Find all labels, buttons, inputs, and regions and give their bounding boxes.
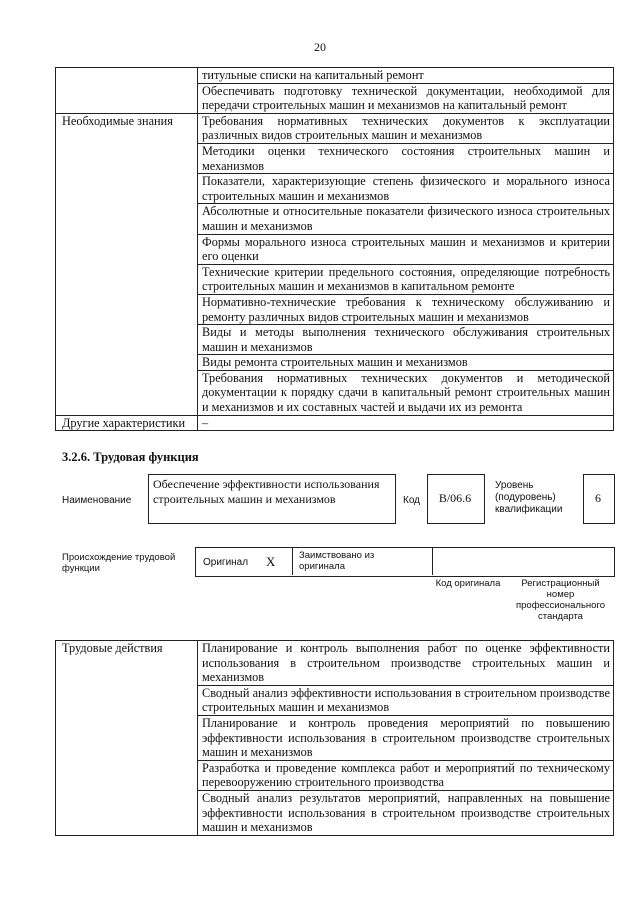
list-item: Методики оценки технического состояния строительных машин и механизмов	[198, 143, 614, 173]
list-item: Требования нормативных технических документов к эксплуатации различных видов строительных машин и механизмов	[198, 113, 614, 143]
labor-actions-table	[55, 640, 614, 836]
table-row	[56, 68, 614, 84]
list-item: Виды и методы выполнения технического обслуживания строительных машин и механизмов	[198, 325, 614, 355]
table-row	[56, 641, 614, 686]
table-row	[56, 113, 614, 143]
table-row	[56, 415, 614, 431]
list-item: Сводный анализ результатов мероприятий, направленных на повышение эффективности использования в строительном производстве строительных машин и механизмов	[198, 790, 614, 835]
list-item: Обеспечивать подготовку технической документации, необходимой для передачи строительных машин и механизмов на капитальный ремонт	[198, 83, 614, 113]
section-title: 3.2.6. Трудовая функция	[62, 450, 199, 464]
row-label-actions: Трудовые действия	[56, 641, 198, 836]
list-item: Показатели, характеризующие степень физического и морального износа строительных машин и механизмов	[198, 174, 614, 204]
reg-caption: Регистрационный номер профессионального стандарта	[516, 578, 605, 622]
page-number: 20	[314, 40, 326, 54]
list-item: –	[198, 415, 614, 431]
borrowed-label: Заимствовано из оригинала	[299, 550, 375, 572]
list-item: Формы морального износа строительных машин и механизмов и критерии его оценки	[198, 234, 614, 264]
list-item: Планирование и контроль проведения мероприятий по повышению эффективности использования в строительном производстве строительных машин и механизмов	[198, 715, 614, 760]
list-item: титульные списки на капитальный ремонт	[198, 68, 614, 84]
row-label-knowledge: Необходимые знания	[56, 113, 198, 415]
list-item: Требования нормативных технических документов и методической документации к порядку сдачи в капитальный ремонт строительных машин и механизмов и их составных частей и выдачи их из ремонта	[198, 370, 614, 415]
function-code: В/06.6	[438, 491, 472, 505]
row-label	[56, 68, 198, 114]
name-label: Наименование	[62, 495, 132, 506]
row-label-other: Другие характеристики	[56, 415, 198, 431]
list-item: Планирование и контроль выполнения работ по оценке эффективности использования в строительном производстве строительных машин и механизмов	[198, 641, 614, 686]
list-item: Абсолютные и относительные показатели физического износа строительных машин и механизмов	[198, 204, 614, 234]
original-mark: X	[266, 554, 276, 569]
code-caption: Код оригинала	[435, 578, 501, 589]
level-label: Уровень (подуровень) квалификации	[495, 480, 563, 515]
level-value: 6	[595, 491, 601, 505]
function-name: Обеспечение эффективности использования строительных машин и механизмов	[153, 477, 380, 506]
list-item: Виды ремонта строительных машин и механизмов	[198, 355, 614, 371]
list-item: Нормативно-технические требования к техническому обслуживанию и ремонту различных видов строительных машин и механизмов	[198, 294, 614, 324]
origin-divider	[432, 547, 433, 575]
list-item: Сводный анализ эффективности использования в строительном производстве строительных машин и механизмов	[198, 685, 614, 715]
list-item: Разработка и проведение комплекса работ и мероприятий по техническому перевооружению строительного производства	[198, 760, 614, 790]
origin-divider	[292, 547, 293, 575]
origin-label: Происхождение трудовой функции	[62, 552, 176, 574]
list-item: Технические критерии предельного состояния, определяющие потребность строительных машин и механизмов в капитальном ремонте	[198, 264, 614, 294]
original-label: Оригинал	[203, 557, 249, 568]
code-label: Код	[403, 495, 421, 506]
knowledge-table	[55, 67, 614, 431]
